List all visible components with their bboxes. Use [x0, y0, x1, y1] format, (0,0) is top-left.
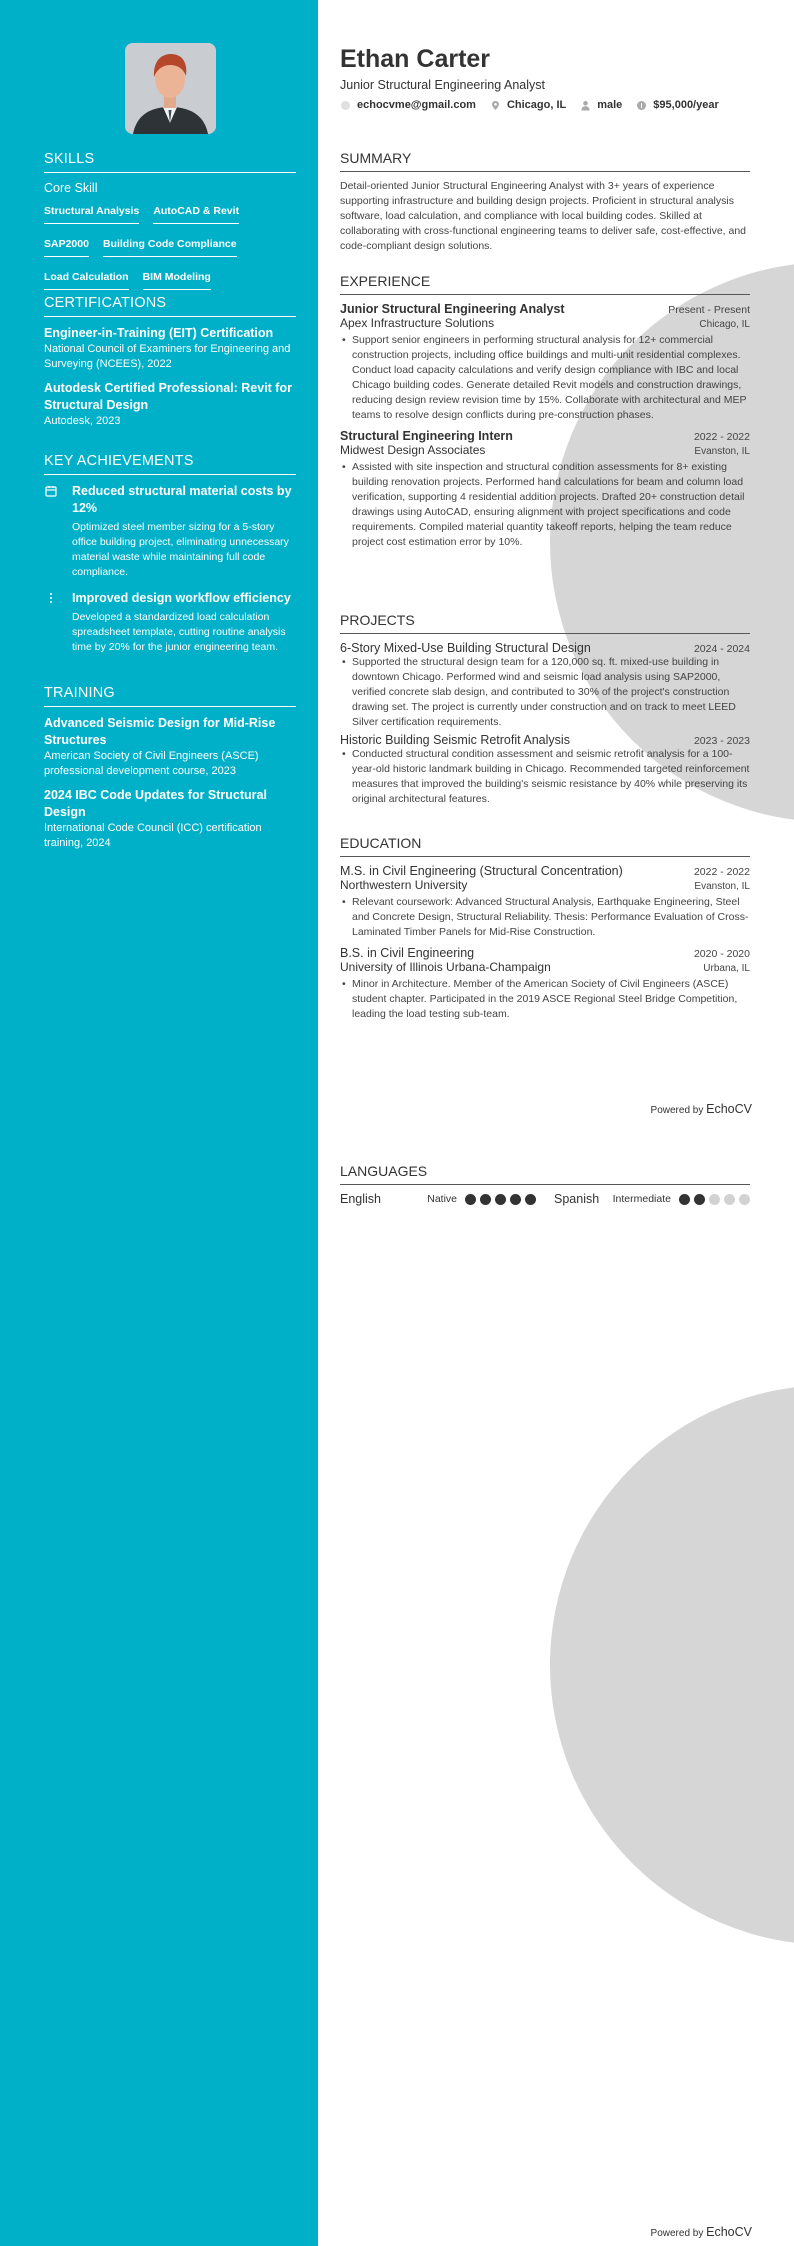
- location-text: Chicago, IL: [506, 99, 567, 111]
- project-entry: [340, 733, 750, 807]
- email-link[interactable]: echocvme@gmail.com: [357, 99, 476, 111]
- projects-heading: PROJECTS: [340, 612, 750, 634]
- training-detail: American Society of Civil Engineers (ASCE) professional development course, 2023: [44, 750, 259, 777]
- languages-section: [340, 1163, 750, 1206]
- certification-title: Autodesk Certified Professional: Revit for Structural Design: [44, 381, 292, 412]
- project-title: 6-Story Mixed-Use Building Structural Design: [340, 641, 591, 655]
- achievement-item: [44, 590, 296, 655]
- achievement-desc: Developed a standardized load calculation spreadsheet template, cutting routine analysis time by 20% for the junior engineering team.: [72, 611, 286, 653]
- experience-title: Structural Engineering Intern: [340, 429, 513, 443]
- skills-heading: SKILLS: [44, 151, 296, 173]
- email-icon: [340, 100, 351, 111]
- education-bullet: • Minor in Architecture. Member of the American Society of Civil Engineers (ASCE) student chapter. Participated in the 2019 ASCE Regional Steel Bridge Competition, leading the load testing sub-team.: [340, 977, 750, 1022]
- languages-heading: LANGUAGES: [340, 1163, 750, 1185]
- training-heading: TRAINING: [44, 685, 296, 707]
- rating-dot-empty: [739, 1194, 750, 1205]
- experience-section: [340, 273, 750, 550]
- experience-date: Present - Present: [668, 304, 750, 316]
- certifications-section: [44, 295, 296, 437]
- location-pin-icon: [490, 100, 501, 111]
- achievement-title: Reduced structural material costs by 12%: [72, 484, 292, 515]
- achievement-desc: Optimized steel member sizing for a 5-story office building project, eliminating unnecessary material waste while maintaining full code compliance.: [72, 521, 289, 578]
- powered-by-text: Powered by: [650, 2228, 704, 2239]
- certification-detail: National Council of Examiners for Engineering and Surveying (NCEES), 2022: [44, 343, 291, 370]
- achievements-heading: KEY ACHIEVEMENTS: [44, 453, 296, 475]
- rating-dot-filled: [465, 1194, 476, 1205]
- project-date: 2023 - 2023: [693, 735, 750, 747]
- rating-dot-empty: [709, 1194, 720, 1205]
- experience-bullet: • Support senior engineers in performing structural analysis for 12+ commercial construction projects, including office buildings and multi-unit residential complexes. Conduct load capacity calculations and verify design compliance with IBC and local Chicago building codes. Generate detailed Revit models and construction drawings, reducing design review revision time by 15%. Collaborate with architectural and MEP teams to resolve design conflicts during pre-construction phases.: [340, 333, 750, 423]
- experience-company: Apex Infrastructure Solutions: [340, 316, 495, 330]
- summary-section: [340, 150, 750, 254]
- education-entry: [340, 946, 750, 1022]
- training-title: Advanced Seismic Design for Mid-Rise Structures: [44, 716, 276, 747]
- skill-tag: Structural Analysis: [44, 199, 139, 224]
- experience-company: Midwest Design Associates: [340, 443, 486, 457]
- vertical-dots-icon: [44, 592, 58, 606]
- main-content: [318, 0, 794, 2246]
- experience-date: 2022 - 2022: [693, 431, 750, 443]
- experience-entry: [340, 302, 750, 423]
- education-degree: M.S. in Civil Engineering (Structural Concentration): [340, 864, 623, 878]
- education-school: Northwestern University: [340, 878, 468, 892]
- person-icon: [580, 100, 591, 111]
- achievements-section: [44, 453, 296, 665]
- salary-text: $95,000/year: [653, 99, 719, 111]
- skill-tag: SAP2000: [44, 232, 89, 257]
- education-date: 2022 - 2022: [693, 866, 750, 878]
- language-name: Spanish: [554, 1192, 600, 1206]
- experience-bullet: • Assisted with site inspection and structural condition assessments for 8+ existing building renovation projects. Performed hand calculations for beam and column load verification, supporting 4 residential addition projects. Drafted 20+ construction detail drawings using AutoCAD, ensuring alignment with project specifications and code requirements. Compiled material quantity takeoff reports, helping the team reduce project cost estimation error by 10%.: [340, 460, 750, 550]
- profile-photo: [125, 43, 216, 134]
- skill-tag: BIM Modeling: [143, 265, 211, 290]
- project-date: 2024 - 2024: [693, 643, 750, 655]
- rating-dot-filled: [679, 1194, 690, 1205]
- sidebar: [0, 0, 318, 2246]
- skill-category: Core Skill: [44, 181, 98, 195]
- skill-tag: Building Code Compliance: [103, 232, 237, 257]
- experience-location: Chicago, IL: [699, 319, 750, 330]
- salary-icon: [636, 100, 647, 111]
- project-bullet: • Supported the structural design team for a 120,000 sq. ft. mixed-use building in downtown Chicago. Performed wind and seismic load analysis using SAP2000, verified concrete slab design, and contributed to 30% of the project's construction drawing set. The project is currently under construction and on track to meet LEED Silver certification requirements.: [340, 655, 750, 730]
- experience-location: Evanston, IL: [694, 446, 750, 457]
- calendar-icon: [44, 485, 58, 499]
- powered-by-footer: [651, 1102, 752, 1116]
- language-rating: [679, 1194, 750, 1205]
- candidate-name: Ethan Carter: [340, 45, 491, 73]
- education-section: [340, 835, 750, 1022]
- achievement-item: [44, 483, 296, 580]
- achievement-title: Improved design workflow efficiency: [72, 591, 291, 605]
- rating-dot-filled: [495, 1194, 506, 1205]
- brand-logo[interactable]: EchoCV: [706, 1102, 752, 1116]
- experience-title: Junior Structural Engineering Analyst: [340, 302, 565, 316]
- decorative-circle: [550, 1385, 794, 1945]
- summary-text: Detail-oriented Junior Structural Engineering Analyst with 3+ years of experience supporting infrastructure and building design projects. Proficient in structural analysis software, load calculation, and compliance with local building codes. Skilled at collaborating with cross-functional engineering teams to deliver safe, cost-effective, and code-compliant design solutions.: [340, 180, 747, 252]
- language-item: [554, 1192, 750, 1206]
- experience-heading: EXPERIENCE: [340, 273, 750, 295]
- language-rating: [465, 1194, 536, 1205]
- project-bullet: • Conducted structural condition assessment and seismic retrofit analysis for a 100-year-old historic landmark building in Chicago. Recommended targeted reinforcement measures that improved the building's seismic resistance by 40% while preserving its original architectural features.: [340, 747, 750, 807]
- education-degree: B.S. in Civil Engineering: [340, 946, 475, 960]
- contact-bar: [340, 99, 733, 111]
- rating-dot-empty: [724, 1194, 735, 1205]
- projects-section: [340, 612, 750, 807]
- education-heading: EDUCATION: [340, 835, 750, 857]
- powered-by-text: Powered by: [650, 1105, 704, 1116]
- training-section: [44, 685, 296, 859]
- certification-title: Engineer-in-Training (EIT) Certification: [44, 326, 274, 340]
- language-name: English: [340, 1192, 381, 1206]
- training-detail: International Code Council (ICC) certification training, 2024: [44, 822, 262, 849]
- skill-tag: Load Calculation: [44, 265, 129, 290]
- skills-section: [44, 151, 296, 298]
- brand-logo[interactable]: EchoCV: [706, 2225, 752, 2239]
- language-item: [340, 1192, 536, 1206]
- experience-entry: [340, 429, 750, 550]
- language-level: Native: [427, 1193, 457, 1205]
- rating-dot-filled: [480, 1194, 491, 1205]
- education-location: Urbana, IL: [703, 963, 750, 974]
- job-title: Junior Structural Engineering Analyst: [340, 78, 545, 92]
- summary-heading: SUMMARY: [340, 150, 750, 172]
- education-bullet: • Relevant coursework: Advanced Structural Analysis, Earthquake Engineering, Steel and Concrete Design, Structural Reliability. Thesis: Performance Evaluation of Cross-Laminated Timber Panels for Mid-Rise Construction.: [340, 895, 750, 940]
- rating-dot-filled: [694, 1194, 705, 1205]
- education-location: Evanston, IL: [694, 881, 750, 892]
- rating-dot-filled: [525, 1194, 536, 1205]
- education-entry: [340, 864, 750, 940]
- education-school: University of Illinois Urbana-Champaign: [340, 960, 551, 974]
- language-level: Intermediate: [612, 1193, 671, 1205]
- certification-detail: Autodesk, 2023: [44, 415, 121, 427]
- training-title: 2024 IBC Code Updates for Structural Design: [44, 788, 267, 819]
- project-title: Historic Building Seismic Retrofit Analysis: [340, 733, 570, 747]
- project-entry: [340, 641, 750, 730]
- gender-text: male: [597, 99, 623, 111]
- rating-dot-filled: [510, 1194, 521, 1205]
- education-date: 2020 - 2020: [693, 948, 750, 960]
- certifications-heading: CERTIFICATIONS: [44, 295, 296, 317]
- powered-by-footer: [651, 2225, 752, 2239]
- skill-tag: AutoCAD & Revit: [153, 199, 239, 224]
